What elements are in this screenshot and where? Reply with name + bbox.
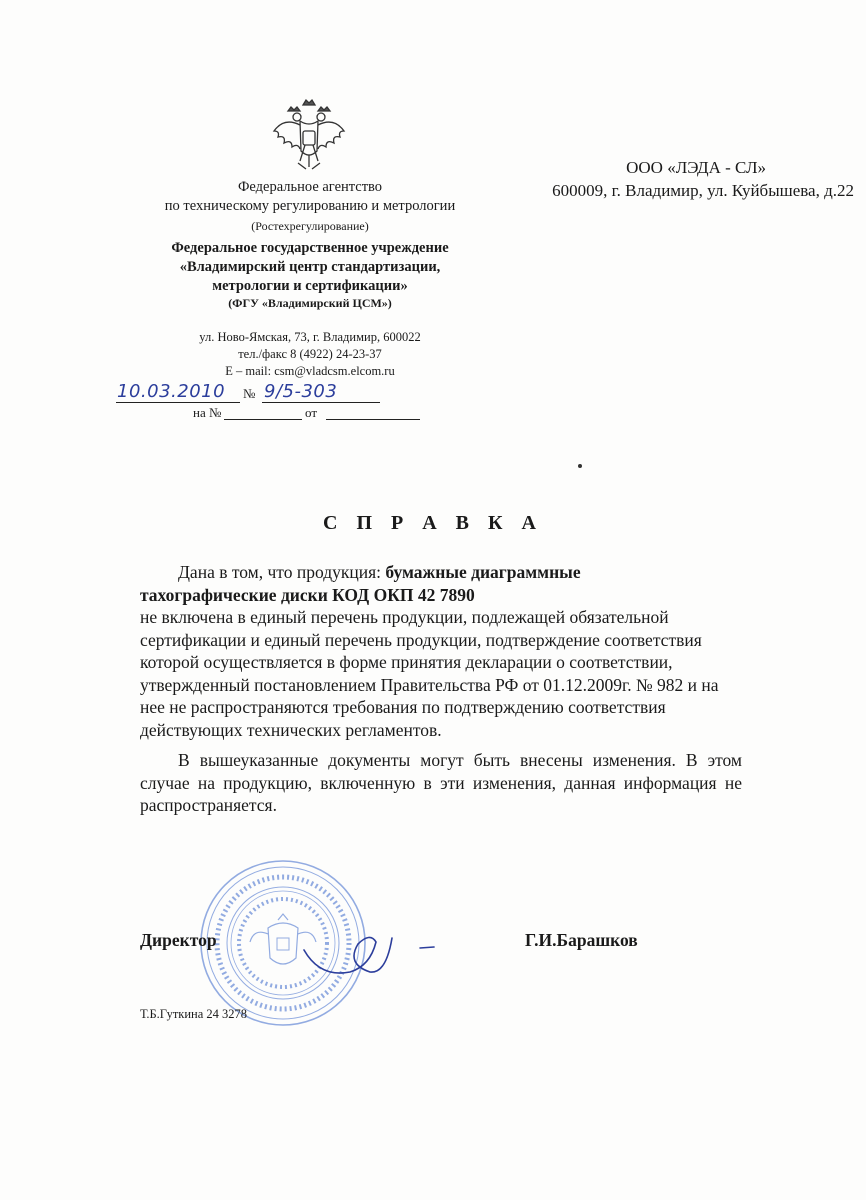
agency-name <box>110 178 510 216</box>
agency-line-1: Федеральное агентство <box>237 179 383 195</box>
document-title: С П Р А В К А <box>323 512 543 534</box>
organization-name <box>110 239 510 296</box>
signatory-name: Г.И.Барашков <box>525 930 638 950</box>
addressee-address: 600009, г. Владимир, ул. Куйбышева, д.22 <box>552 181 854 200</box>
addressee-block <box>488 156 854 202</box>
paragraph-1-first-line <box>140 561 742 584</box>
reply-number-label: на № <box>193 405 222 420</box>
phone-line: тел./факс 8 (4922) 24-23-37 <box>238 347 382 361</box>
reply-number-underline <box>224 419 302 420</box>
org-line-1: Федеральное государственное учреждение <box>171 240 449 256</box>
paragraph-1-lead: Дана в том, что продукция: <box>178 562 386 582</box>
reply-date-label: от <box>305 405 318 420</box>
product-name-line-1: бумажные диаграммные <box>385 562 581 582</box>
email-line: E – mail: csm@vladcsm.elcom.ru <box>225 364 395 378</box>
number-underline <box>262 402 380 403</box>
paragraph-1-text: не включена в единый перечень продукции, подлежащей обязательной сертификации и единый перечень продукции, подтверждение соответствия которой осуществляется в форме принятия декларации о соответствии, утвержденный постановлением Правительства РФ от 01.12.2009г. № 982 и на нее не распространяются требования по подтверждению соответствия действующих технических регламентов. <box>140 607 719 740</box>
product-name-code: тахографические диски КОД ОКП 42 7890 <box>140 584 475 605</box>
address-line: ул. Ново-Ямская, 73, г. Владимир, 600022 <box>199 330 421 344</box>
addressee-name: ООО «ЛЭДА - СЛ» <box>626 158 766 177</box>
paragraph-1 <box>140 561 742 741</box>
signatory-role: Директор <box>140 930 217 950</box>
org-line-2: «Владимирский центр стандартизации, <box>179 259 441 275</box>
agency-line-2: по техническому регулированию и метрологии <box>164 198 456 214</box>
product-name-line-2 <box>140 584 742 607</box>
org-line-3: метрологии и сертификации» <box>212 278 408 294</box>
russian-coat-of-arms-icon <box>270 97 348 177</box>
organization-abbreviation: (ФГУ «Владимирский ЦСМ») <box>228 296 392 310</box>
number-label: № <box>243 386 256 401</box>
date-underline <box>116 402 240 403</box>
contacts-block <box>110 329 510 380</box>
handwritten-date: 10.03.2010 <box>117 381 226 402</box>
ink-dot <box>578 464 582 468</box>
handwritten-signature <box>300 920 450 990</box>
executor-contact: Т.Б.Гуткина 24 3278 <box>140 1007 248 1021</box>
paragraph-2: В вышеуказанные документы могут быть внесены изменения. В этом случае на продукцию, включенную в эти изменения, данная информация не распространяется. <box>140 750 742 815</box>
agency-abbreviation: (Ростехрегулирование) <box>251 219 369 233</box>
reply-date-underline <box>326 419 420 420</box>
handwritten-number: 9/5-303 <box>264 381 338 402</box>
